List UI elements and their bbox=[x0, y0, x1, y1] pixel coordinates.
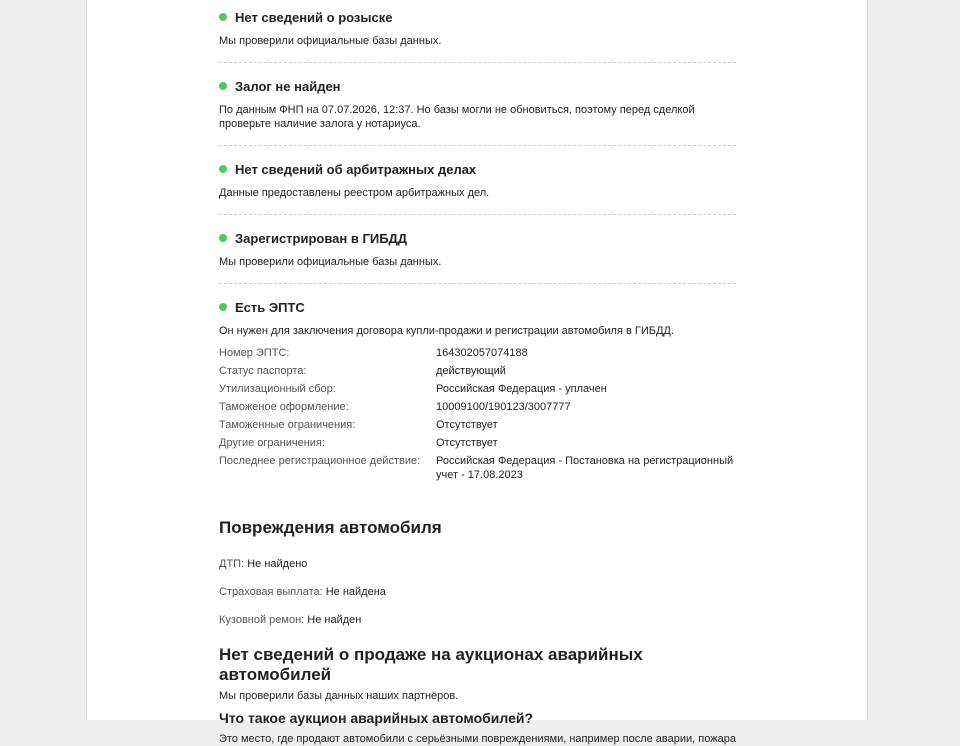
check-description: Он нужен для заключения договора купли-продажи и регистрации автомобиля в ГИБДД. bbox=[219, 325, 674, 337]
damage-label: Страховая выплата: bbox=[219, 586, 323, 598]
epts-label: Другие ограничения: bbox=[219, 437, 325, 449]
check-title: Залог не найден bbox=[235, 78, 341, 94]
check-description: Данные предоставлены реестром арбитражных дел. bbox=[219, 187, 490, 199]
ok-status-icon bbox=[219, 165, 227, 173]
check-arbitration bbox=[219, 160, 736, 215]
ok-status-icon bbox=[219, 303, 227, 311]
epts-label: Последнее регистрационное действие: bbox=[219, 455, 421, 467]
epts-value: Отсутствует bbox=[436, 419, 498, 431]
ok-status-icon bbox=[219, 82, 227, 90]
check-title: Зарегистрирован в ГИБДД bbox=[235, 230, 408, 246]
ok-status-icon bbox=[219, 13, 227, 21]
epts-value: 164302057074188 bbox=[436, 347, 528, 359]
damage-section bbox=[219, 518, 736, 627]
epts-label: Статус паспорта: bbox=[219, 365, 307, 377]
epts-row bbox=[219, 400, 736, 414]
epts-value: действующий bbox=[436, 365, 506, 377]
ok-status-icon bbox=[219, 234, 227, 242]
check-title: Нет сведений об арбитражных делах bbox=[235, 161, 477, 177]
damage-label: ДТП: bbox=[219, 558, 245, 570]
epts-row bbox=[219, 382, 736, 396]
epts-label: Номер ЭПТС: bbox=[219, 347, 290, 359]
epts-details bbox=[219, 346, 736, 482]
auction-title: Нет сведений о продаже на аукционах аварийных автомобилей bbox=[219, 645, 643, 684]
check-title: Нет сведений о розыске bbox=[235, 9, 393, 25]
damage-row-accident bbox=[219, 557, 736, 571]
damage-value: Не найден bbox=[307, 614, 362, 626]
check-description: Мы проверили официальные базы данных. bbox=[219, 256, 442, 268]
damage-value: Не найдена bbox=[325, 586, 386, 598]
report-content bbox=[219, 0, 736, 746]
damage-label: Кузовной ремон: bbox=[219, 614, 305, 626]
check-description: Мы проверили официальные базы данных. bbox=[219, 35, 442, 47]
damage-row-insurance bbox=[219, 585, 736, 599]
epts-value: Российская Федерация - Постановка на регистрационный учет - 17.08.2023 bbox=[436, 455, 734, 481]
check-description: По данным ФНП на 07.07.2026, 12:37. Но базы могли не обновиться, поэтому перед сделкой проверьте наличие залога у нотариуса. bbox=[219, 104, 695, 130]
epts-row bbox=[219, 346, 736, 360]
damage-title: Повреждения автомобиля bbox=[219, 518, 442, 537]
auction-section bbox=[219, 645, 736, 746]
damage-row-body-repair bbox=[219, 613, 736, 627]
report-page bbox=[86, 0, 868, 745]
epts-row bbox=[219, 454, 736, 482]
epts-row bbox=[219, 436, 736, 450]
check-pledge bbox=[219, 77, 736, 146]
auction-question: Что такое аукцион аварийных автомобилей? bbox=[219, 710, 534, 726]
check-registration bbox=[219, 229, 736, 284]
epts-value: Российская Федерация - уплачен bbox=[436, 383, 607, 395]
auction-description: Мы проверили базы данных наших партнёров. bbox=[219, 690, 459, 702]
epts-label: Таможеное оформление: bbox=[219, 401, 349, 413]
epts-value: 10009100/190123/3007777 bbox=[436, 401, 571, 413]
check-epts bbox=[219, 298, 736, 482]
auction-answer: Это место, где продают автомобили с серьёзными повреждениями, например после аварии, пожара bbox=[219, 733, 736, 745]
epts-row bbox=[219, 418, 736, 432]
damage-value: Не найдено bbox=[247, 558, 308, 570]
damage-rows bbox=[219, 557, 736, 627]
epts-value: Отсутствует bbox=[436, 437, 498, 449]
check-title: Есть ЭПТС bbox=[235, 299, 305, 315]
epts-row bbox=[219, 364, 736, 378]
epts-label: Утилизационный сбор: bbox=[219, 383, 336, 395]
epts-label: Таможенные ограничения: bbox=[219, 419, 356, 431]
check-wanted bbox=[219, 8, 736, 63]
